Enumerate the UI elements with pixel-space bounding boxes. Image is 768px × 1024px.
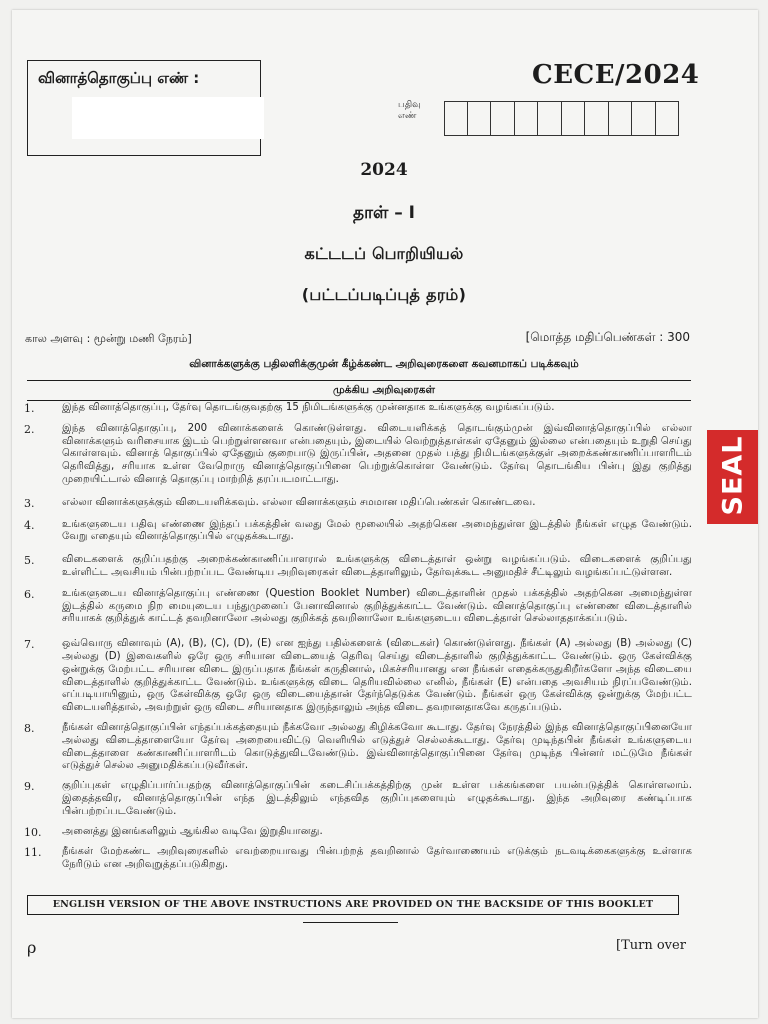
register-digit-box bbox=[444, 101, 468, 136]
divider-line bbox=[27, 400, 691, 401]
register-digit-box bbox=[585, 101, 609, 136]
turn-over-label: [Turn over bbox=[616, 938, 686, 953]
instruction-text: குறிப்புகள் எழுதிப்பார்ப்பதற்கு வினாத்தொகுப்பின் கடைசிப்பக்கத்திற்கு முன் உள்ள பக்கங்களை பயன்படுத்திக் கொள்ளலாம். இதைத்தவிர, வினாத்தொகுப்பின் எந்த இடத்திலும் எந்தவித குறிப்புகளையும் எழுதக்கூடாது. இந்த அறிவுரை கண்டிப்பாக பின்பற்றப்படவேண்டும். bbox=[62, 780, 692, 817]
instruction-text: விடைகளைக் குறிப்பதற்கு அறைக்கண்காணிப்பாளரால் உங்களுக்கு விடைத்தாள் ஒன்று வழங்கப்படும். விடைகளைக் குறிப்பது உள்ளிட்ட அவசியம் பின்பற்றப்பட வேண்டிய அறிவுரைகள் விடைத்தாளிலும், தேர்வுக்கூட அனுமதிச் சீட்டிலும் வழங்கப்பட்டுள்ளன. bbox=[62, 554, 692, 578]
instruction-item bbox=[24, 519, 692, 545]
divider-line bbox=[303, 922, 398, 923]
instruction-item bbox=[24, 846, 692, 872]
register-digit-box bbox=[656, 101, 680, 136]
exam-year: 2024 bbox=[360, 160, 408, 180]
instruction-number: 11. bbox=[24, 846, 42, 860]
instructions-heading: முக்கிய அறிவுரைகள் bbox=[333, 384, 435, 396]
instruction-item bbox=[24, 554, 692, 580]
instruction-item bbox=[24, 402, 692, 416]
instruction-item bbox=[24, 423, 692, 487]
page-mark: ρ bbox=[27, 938, 37, 957]
instruction-item bbox=[24, 722, 692, 773]
instruction-item bbox=[24, 497, 692, 511]
register-digit-box bbox=[538, 101, 562, 136]
seal-tab bbox=[707, 430, 758, 524]
instruction-number: 6. bbox=[24, 587, 35, 601]
divider-line bbox=[27, 380, 691, 381]
instruction-number: 2. bbox=[24, 422, 35, 436]
instruction-text: உங்களுடைய பதிவு எண்ணை இந்தப் பக்கத்தின் வலது மேல் மூலையில் அதற்கென அமைந்துள்ள இடத்தில் நீங்கள் எழுத வேண்டும். வேறு எதையும் வினாத்தொகுப்பில் எழுதக்கூடாது. bbox=[62, 518, 692, 543]
register-digit-box bbox=[632, 101, 656, 136]
instruction-text: இந்த வினாத்தொகுப்பு, தேர்வு தொடங்குவதற்கு 15 நிமிடங்களுக்கு முன்னதாக உங்களுக்கு வழங்கப்படும். bbox=[62, 402, 555, 413]
instruction-number: 5. bbox=[24, 554, 35, 568]
paper-title: தாள் – I bbox=[353, 203, 415, 223]
instruction-number: 8. bbox=[24, 721, 35, 735]
register-number-label: பதிவு எண் bbox=[398, 100, 421, 121]
exam-code: CECE/2024 bbox=[532, 60, 700, 90]
instruction-item bbox=[24, 780, 692, 818]
subject-title: கட்டடப் பொறியியல் bbox=[304, 244, 464, 263]
register-digit-box bbox=[609, 101, 633, 136]
instruction-number: 3. bbox=[24, 496, 35, 510]
register-digit-box bbox=[562, 101, 586, 136]
instruction-number: 1. bbox=[24, 402, 35, 415]
instruction-number: 10. bbox=[24, 825, 42, 839]
max-marks: [மொத்த மதிப்பெண்கள் : 300 bbox=[525, 330, 690, 344]
level-title: (பட்டப்படிப்புத் தரம்) bbox=[301, 285, 467, 304]
instruction-number: 4. bbox=[24, 518, 35, 532]
seal-label: SEAL bbox=[717, 435, 749, 516]
register-digit-box bbox=[515, 101, 539, 136]
english-version-note: ENGLISH VERSION OF THE ABOVE INSTRUCTIONS ARE PROVIDED ON THE BACKSIDE OF THIS BOOKLET bbox=[27, 895, 679, 915]
booklet-number-label: வினாத்தொகுப்பு எண் : bbox=[38, 69, 200, 87]
instruction-number: 7. bbox=[24, 638, 35, 652]
instruction-text: உங்களுடைய வினாத்தொகுப்பு எண்ணை (Question Booklet Number) விடைத்தாளின் முதல் பக்கத்தில் அதற்கென அமைந்துள்ள இடத்தில் கருமை நிற மையுடைய பந்துமுனைப் பேனாவினால் குறித்துக்காட்ட வேண்டும். வினாத்தொகுப்பு எண்ணை விடைத்தாளில் சரியாகக் குறித்துக் காட்டத் தவறினாலோ அல்லது குறிக்கத் தவறினாலோ உங்களுடைய விடைத்தாள் செல்லாததாக்கப்படும். bbox=[62, 587, 692, 625]
instruction-text: நீங்கள் மேற்கண்ட அறிவுரைகளில் எவற்றையாவது பின்பற்றத் தவறினால் தேர்வாணையம் எடுக்கும் நடவடிக்கைகளுக்கு உள்ளாக நேரிடும் என அறிவுறுத்தப்படுகிறது. bbox=[62, 846, 692, 871]
instructions-list bbox=[24, 402, 692, 878]
instruction-text: இந்த வினாத்தொகுப்பு, 200 வினாக்களைக் கொண்டுள்ளது. விடையளிக்கத் தொடங்கும்முன் இவ்வினாத்தொகுப்பில் எல்லா வினாக்களும் வரிசையாக இடம் பெற்றுள்ளனவா என்பதையும், இடையில் வெற்றுத்தாள்கள் ஏதேனும் இல்லை என்பதையும் உறுதி செய்து கொள்ளவும். வினாத் தொகுப்பில் ஏதேனும் குறைபாடு இருப்பின், அதனை முதல் பத்து நிமிடங்களுக்குள் அறைக்கண்காணிப்பாளரிடம் தெரிவித்து, சரியாக உள்ள வேறொரு வினாத்தொகுப்பினை பெற்றுக்கொள்ள வேண்டும். தேர்வு தொடங்கிய பின்பு இது குறித்து முறையிட்டால் வினாத் தொகுப்பு மாற்றித் தரப்படமாட்டாது. bbox=[62, 422, 692, 485]
instruction-text: அனைத்து இனங்களிலும் ஆங்கில வடிவே இறுதியானது. bbox=[62, 825, 323, 837]
read-instructions-note: வினாக்களுக்கு பதிலளிக்குமுன் கீழ்க்கண்ட அறிவுரைகளை கவனமாகப் படிக்கவும் bbox=[189, 358, 579, 370]
register-number-boxes bbox=[444, 101, 679, 136]
instruction-text: ஒவ்வொரு வினாவும் (A), (B), (C), (D), (E) என ஐந்து பதில்களைக் (விடைகள்) கொண்டுள்ளது. நீங்கள் (A) அல்லது (B) அல்லது (C) அல்லது (D) இவைகளில் ஒரே ஒரு சரியான விடையைத் தெரிவு செய்து விடைத்தாளில் குறித்துக்காட்ட வேண்டும். ஒரு கேள்விக்கு ஒன்றுக்கு மேற்பட்ட சரியான விடை இருப்பதாக நீங்கள் கருதினால், மிகச்சரியானது என நீங்கள் எதைக்கருதுகிறீர்களோ அந்த விடையை விடைத்தாளில் குறித்துக்காட்ட வேண்டும். உங்களுக்கு விடை தெரியவில்லை எனில், நீங்கள் (E) என்பதை அவசியம் நிரப்பவேண்டும். எப்படியாயினும், ஒரு கேள்விக்கு ஒரே ஒரு விடையைத்தான் தேர்ந்தெடுக்க வேண்டும். நீங்கள் ஒரு கேள்விக்கு ஒன்றுக்கு மேற்பட்ட விடையளித்தால், அவற்றுள் ஒரு விடை சரியானதாக இருந்தாலும் அந்த விடை தவறானதாகவே கருதப்படும். bbox=[62, 638, 692, 714]
instruction-number: 9. bbox=[24, 780, 35, 794]
booklet-number-box bbox=[27, 60, 261, 156]
booklet-number-redacted bbox=[72, 97, 264, 139]
register-digit-box bbox=[468, 101, 492, 136]
instruction-item bbox=[24, 826, 692, 840]
instruction-item bbox=[24, 588, 692, 626]
instruction-text: எல்லா வினாக்களுக்கும் விடையளிக்கவும். எல்லா வினாக்களும் சமமான மதிப்பெண்கள் கொண்டவை. bbox=[62, 496, 536, 508]
instruction-text: நீங்கள் வினாத்தொகுப்பின் எந்தப்பக்கத்தையும் நீக்கவோ அல்லது கிழிக்கவோ கூடாது. தேர்வு நேரத்தில் இந்த வினாத்தொகுப்பினையோ அல்லது விடைத்தாளையோ தேர்வு அறையைவிட்டு வெளியில் எடுத்துச் செல்லக்கூடாது. தேர்வு முடிந்தபின் நீங்கள் உங்களுடைய விடைத்தாளை கண்காணிப்பாளரிடம் கொடுத்துவிடவேண்டும். இவ்வினாத்தொகுப்பினை தேர்வு முடிந்த பின்னர் மட்டுமே நீங்கள் எடுத்துச் செல்ல அனுமதிக்கப்படுவீர்கள். bbox=[62, 721, 692, 772]
exam-duration: கால அளவு : மூன்று மணி நேரம்] bbox=[25, 332, 192, 345]
instruction-item bbox=[24, 638, 692, 715]
register-digit-box bbox=[491, 101, 515, 136]
